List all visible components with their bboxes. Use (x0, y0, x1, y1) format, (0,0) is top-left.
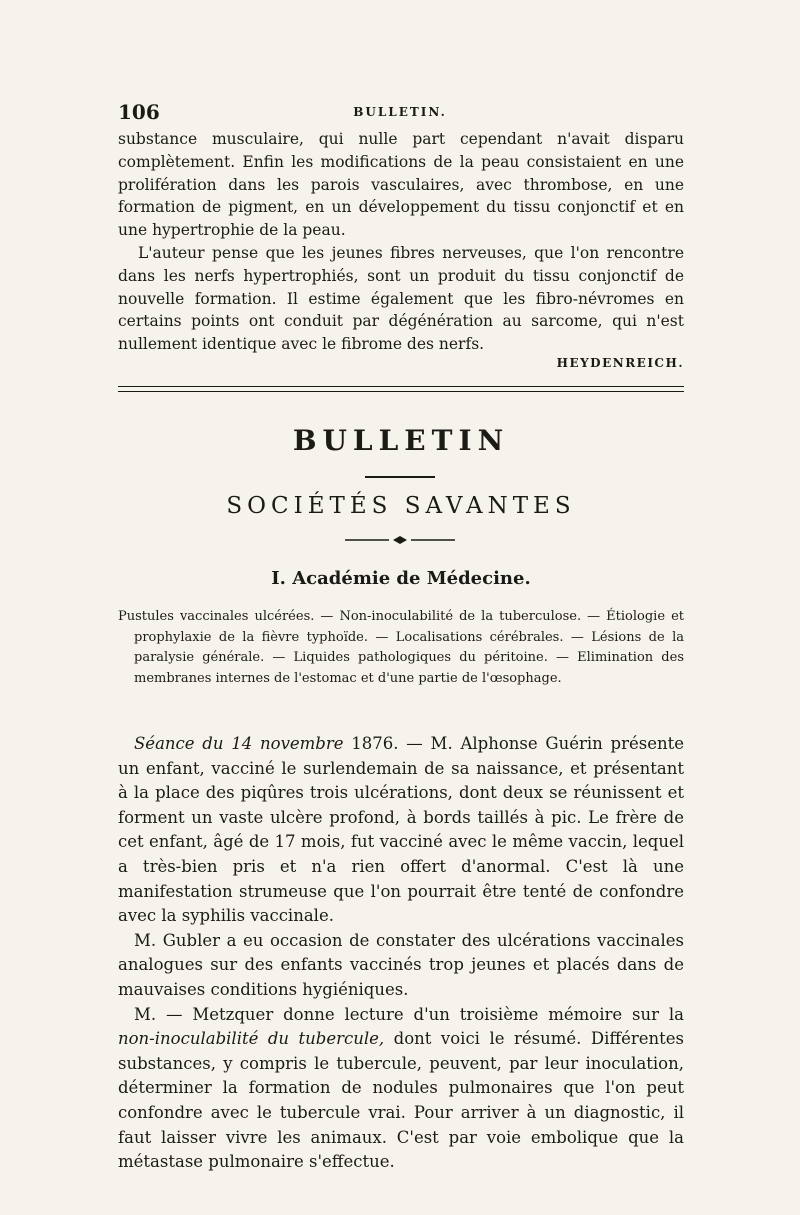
session-year: 1876. (351, 734, 399, 753)
running-head (118, 100, 682, 122)
paragraph-intro: M. — Metzquer donne lecture d'un troisième mémoire sur la (134, 1004, 684, 1024)
previous-article-paragraph: substance musculaire, qui nulle part cependant n'avait disparu complètement. Enfin les modifications de la peau consistaient en une prolifération dans les parois vasculaires, avec thrombose, en une formation de pigment, en un développement du tissu conjonctif et en une hypertrophie de la peau. (118, 130, 684, 240)
report-paragraph (118, 732, 684, 929)
previous-article-paragraph: L'auteur pense que les jeunes fibres nerveuses, que l'on rencontre dans les nerfs hypertrophiés, sont un produit du tissu conjonctif de nouvelle formation. Il estime également que les fibro-névromes en certains points ont conduit par dégénération au sarcome, qui n'est nullement identique avec le fibrome des nerfs. (118, 243, 684, 354)
bulletin-title: BULLETIN (292, 424, 510, 457)
section-divider-bottom (118, 391, 684, 392)
running-title: BULLETIN. (353, 105, 447, 119)
title-divider (365, 476, 435, 478)
ornament-divider (345, 536, 455, 544)
session-report (118, 732, 684, 1175)
report-paragraph: M. Gubler a eu occasion de constater des ulcérations vaccinales analogues sur des enfants vaccinés trop jeunes et placés dans de mauvaises conditions hygiéniques. (118, 930, 684, 999)
report-paragraph (118, 1003, 684, 1175)
memoir-title: non-inoculabilité du tubercule, (118, 1029, 385, 1049)
author-signature: HEYDENREICH. (556, 356, 684, 370)
paragraph-text: — M. Alphonse Guérin présente un enfant, vacciné le surlendemain de sa naissance, et présentant à la place des piqûres trois ulcérations, dont deux se réunissent et forment un vaste ulcère profond, à bords taillés à pic. Le frère de cet enfant, âgé de 17 mois, fut vacciné avec le même vaccin, lequel a très-bien pris et n'a rien offert d'anormal. C'est là une manifestation strumeuse que l'on pourrait être tenté de confondre avec la syphilis vaccinale. (118, 734, 684, 926)
section-divider-top (118, 386, 684, 387)
previous-article-text (118, 128, 684, 356)
page-number: 106 (118, 100, 160, 124)
academie-heading: I. Académie de Médecine. (271, 568, 531, 589)
societes-savantes-title: SOCIÉTÉS SAVANTES (226, 493, 576, 519)
paragraph-text: dont voici le résumé. Différentes substances, y compris le tubercule, peuvent, par leur inoculation, déterminer la formation de nodules pulmonaires que l'on peut confondre avec le tubercule vrai. Pour arriver à un diagnostic, il faut laisser vivre les animaux. C'est par voie embolique que la métastase pulmonaire s'effectue. (118, 1029, 684, 1172)
session-date: Séance du 14 novembre (134, 734, 344, 753)
session-summary (118, 607, 684, 689)
summary-text: Pustules vaccinales ulcérées. — Non-inoculabilité de la tuberculose. — Étiologie et prophylaxie de la fièvre typhoïde. — Localisations cérébrales. — Lésions de la paralysie générale. — Liquides pathologiques du péritoine. — Elimination des membranes internes de l'estomac et d'une partie de l'œsophage. (118, 609, 684, 686)
